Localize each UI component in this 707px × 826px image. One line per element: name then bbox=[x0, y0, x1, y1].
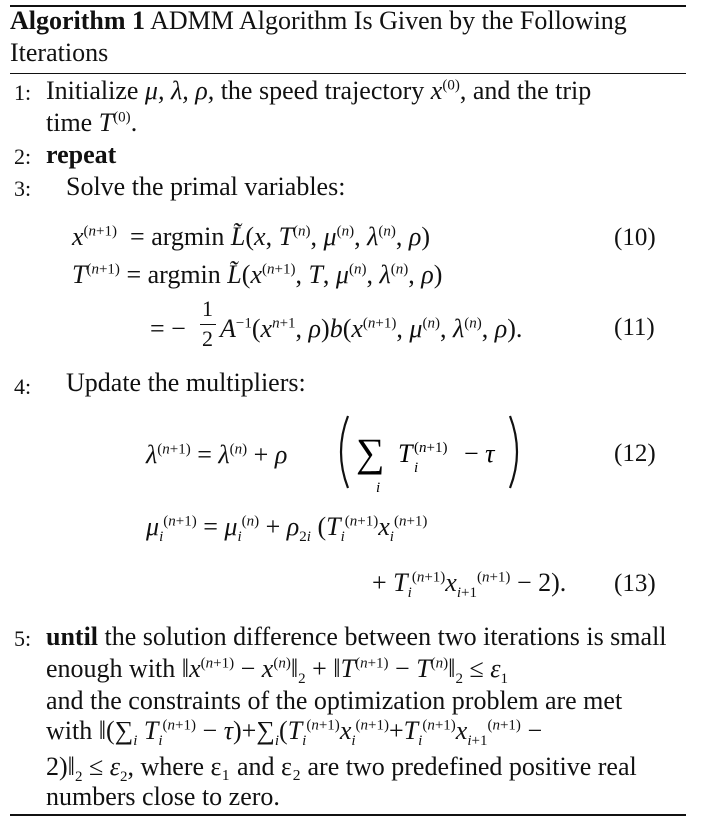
algorithm-title-text: ADMM Algorithm Is Given by the Following bbox=[150, 6, 627, 35]
equation-11-line2: = − bbox=[150, 314, 186, 343]
step-number: 5: bbox=[14, 626, 32, 651]
step-1-line1: Initialize μ, λ, ρ, the speed trajectory $x^{(0)}$, and the trip bbox=[46, 76, 592, 105]
equation-10: $x^{(n+1)} = argmin$ L̃(x, $T^{(n)}$, $\mu^{(n)}$, $\lambda^{(n)}$, ρ) bbox=[72, 222, 431, 251]
algorithm-label: Algorithm 1 bbox=[10, 6, 146, 35]
init-variables: μ, λ, ρ, bbox=[144, 76, 215, 105]
step-number: 3: bbox=[14, 176, 32, 201]
equation-12: $\lambda^{(n+1)} = \lambda^{(n)} + \rho$ bbox=[146, 440, 288, 469]
equation-11-line2-rest: $A^{-1}(x^{n+1}$, $\rho)b(x^{(n+1)}$, $\mu^{(n)}$, $\lambda^{(n)}$, ρ). bbox=[220, 314, 523, 343]
equation-13-line1: $\mu_i^{(n+1)} = \mu_i^{(n)} + \rho_{2i}$ ($T_i^{(n+1)}x_i^{(n+1)}$ bbox=[146, 512, 428, 546]
algorithm-title-line2: Iterations bbox=[10, 38, 109, 67]
algorithm-title bbox=[10, 6, 627, 36]
title-rule bbox=[10, 73, 686, 74]
step-5-line4: with $‖(\sum_i$ $T_i^{(n+1)} - \tau)+\sum_i(T_i^{(n+1)}x_i^{(n+1)}+T_i^{(n+1)}x_{i+1}^{(n+1)}$ − bbox=[46, 716, 543, 750]
step-number: 2: bbox=[14, 144, 32, 169]
equation-13-line2: + $T_i^{(n+1)}x_{i+1}^{(n+1)} - 2$). bbox=[372, 568, 567, 602]
fraction-bar bbox=[200, 324, 216, 325]
svg-text:i: i bbox=[414, 460, 419, 476]
fraction-denominator: 2 bbox=[202, 326, 213, 351]
step-2-repeat: repeat bbox=[46, 140, 117, 169]
equation-11-line1: $T^{(n+1)} = argmin$ $L̃(x^{(n+1)}$, T, $\mu^{(n)}$, $\lambda^{(n)}$, ρ) bbox=[72, 260, 443, 289]
step-3-text: Solve the primal variables: bbox=[66, 172, 346, 201]
step-5-line1: until the solution difference between two iterations is small bbox=[46, 622, 667, 651]
fraction-numerator: 1 bbox=[202, 296, 213, 321]
step-5-line3: and the constraints of the optimization problem are met bbox=[46, 686, 623, 715]
step-5-line2: enough with $‖x^{(n+1)}$ − $x^{(n)}‖_2$ + $‖T^{(n+1)}$ − $T^{(n)}‖_2 \le \varepsilon_1$ bbox=[46, 654, 509, 688]
equation-12-sum-block bbox=[334, 412, 544, 492]
step-number: 1: bbox=[14, 80, 32, 105]
equation-number-10: (10) bbox=[614, 224, 656, 251]
svg-text:∑: ∑ bbox=[356, 430, 385, 475]
step-1-line2: time $T^{(0)}$. bbox=[46, 108, 138, 137]
svg-text:− τ: − τ bbox=[464, 439, 495, 468]
step-number: 4: bbox=[14, 374, 32, 399]
step-4-text: Update the multipliers: bbox=[66, 368, 306, 397]
svg-text:(n+1): (n+1) bbox=[414, 440, 448, 456]
step-5-line5: $2)‖_2 \le \varepsilon_2$, where ε₁ and ε₂ are two predefined positive real bbox=[46, 752, 637, 786]
step-5-line6: numbers close to zero. bbox=[46, 782, 280, 811]
bottom-rule bbox=[10, 814, 686, 816]
svg-text:T: T bbox=[398, 439, 413, 468]
equation-number-11: (11) bbox=[614, 314, 655, 341]
equation-number-13: (13) bbox=[614, 570, 656, 597]
svg-text:i: i bbox=[376, 480, 381, 492]
equation-number-12: (12) bbox=[614, 440, 656, 467]
